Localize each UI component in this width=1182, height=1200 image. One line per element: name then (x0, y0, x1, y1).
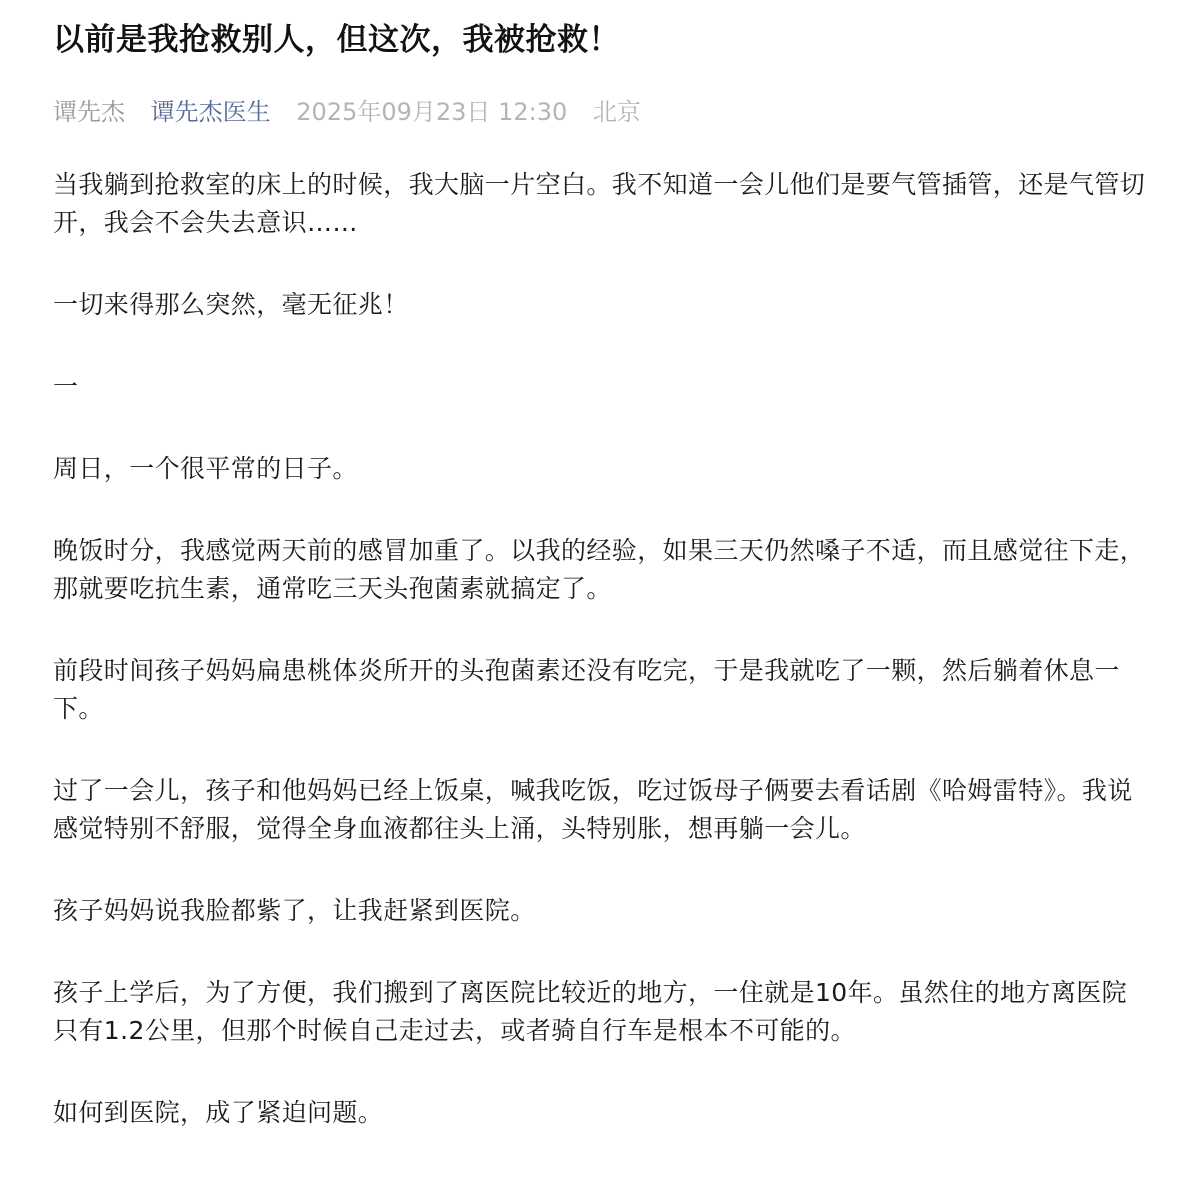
paragraph: 当我躺到抢救室的床上的时候，我大脑一片空白。我不知道一会儿他们是要气管插管，还是气管切开，我会不会失去意识…… (53, 170, 1146, 237)
paragraph: 孩子上学后，为了方便，我们搬到了离医院比较近的地方，一住就是10年。虽然住的地方离医院只有1.2公里，但那个时候自己走过去，或者骑自行车是根本不可能的。 (53, 978, 1128, 1045)
paragraph: 孩子妈妈说我脸都紫了，让我赶紧到医院。 (53, 896, 536, 925)
paragraph: 过了一会儿，孩子和他妈妈已经上饭桌，喊我吃饭，吃过饭母子俩要去看话剧《哈姆雷特》。我说感觉特别不舒服，觉得全身血液都往头上涌，头特别胀，想再躺一会儿。 (53, 776, 1133, 843)
paragraph: 前段时间孩子妈妈扁患桃体炎所开的头孢菌素还没有吃完，于是我就吃了一颗，然后躺着休息一下。 (53, 656, 1120, 723)
author-name: 谭先杰 (53, 98, 125, 126)
publish-location: 北京 (592, 98, 641, 126)
section-marker: 一 (53, 372, 79, 401)
article-content (53, 166, 1148, 1132)
account-link[interactable]: 谭先杰医生 (150, 98, 271, 126)
paragraph: 一切来得那么突然，毫无征兆！ (53, 290, 409, 319)
article-meta (53, 96, 1142, 128)
paragraph: 晚饭时分，我感觉两天前的感冒加重了。以我的经验，如果三天仍然嗓子不适，而且感觉往下走，那就要吃抗生素，通常吃三天头孢菌素就搞定了。 (53, 536, 1146, 603)
paragraph: 如何到医院，成了紧迫问题。 (53, 1098, 384, 1127)
article-title: 以前是我抢救别人，但这次，我被抢救！ (53, 22, 620, 58)
paragraph: 周日，一个很平常的日子。 (53, 454, 358, 483)
publish-date: 2025年09月23日 12:30 (296, 98, 568, 126)
